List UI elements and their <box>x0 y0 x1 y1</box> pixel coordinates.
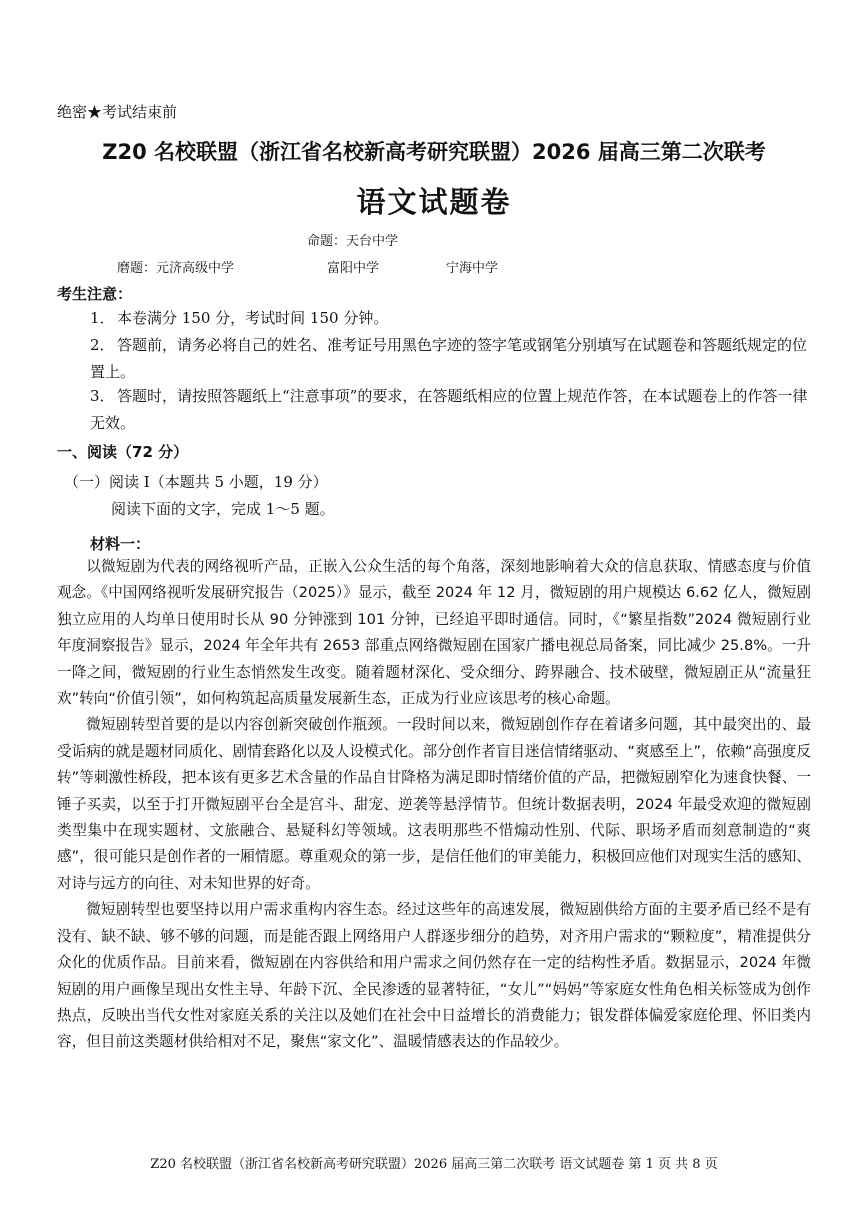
notice-number: 2． <box>90 336 115 354</box>
material-text <box>57 554 811 1056</box>
reviewer-school-2: 富阳中学 <box>327 261 380 276</box>
notice-item-3 <box>90 383 812 437</box>
notice-item-1 <box>90 305 812 332</box>
paper-title: 语文试题卷 <box>356 185 512 219</box>
setter-line: 命题：天台中学 <box>307 234 399 249</box>
reading-instruction: 阅读下面的文字，完成 1～5 题。 <box>111 500 335 518</box>
notice-text: 答题时，请按照答题纸上“注意事项”的要求，在答题纸相应的位置上规范作答，在本试题卷上的作答一律无效。 <box>90 387 808 432</box>
reviewer-school-3: 宁海中学 <box>446 261 499 276</box>
material-heading: 材料一： <box>90 535 151 553</box>
part-title: （一）阅读 I（本题共 5 小题，19 分） <box>64 473 328 491</box>
notice-number: 1． <box>90 309 115 327</box>
reviewer-line: 磨题：元济高级中学 <box>117 261 235 276</box>
notice-number: 3． <box>90 387 115 405</box>
notice-heading: 考生注意： <box>57 285 133 303</box>
page-footer: Z20 名校联盟（浙江省名校新高考研究联盟）2026 届高三第二次联考 语文试题卷 第 1 页 共 8 页 <box>150 1157 718 1172</box>
notice-text: 答题前，请务必将自己的姓名、准考证号用黑色字迹的签字笔或钢笔分别填写在试题卷和答题纸规定的位置上。 <box>90 336 808 381</box>
paragraph-3: 微短剧转型也要坚持以用户需求重构内容生态。经过这些年的高速发展，微短剧供给方面的主要矛盾已经不是有没有、缺不缺、够不够的问题，而是能否跟上网络用户人群逐步细分的趋势，对齐用户需求的“颗粒度”，精准提供分众化的优质作品。目前来看，微短剧在内容供给和用户需求之间仍然存在一定的结构性矛盾。数据显示，2024 年微短剧的用户画像呈现出女性主导、年龄下沉、全民渗透的显著特征，“女儿”“妈妈”等家庭女性角色相关标签成为创作热点，反映出当代女性对家庭关系的关注以及她们在社会中日益增长的消费能力；银发群体偏爱家庭伦理、怀旧类内容，但目前这类题材供给相对不足，聚焦“家文化”、温暖情感表达的作品较少。 <box>57 901 811 1051</box>
notice-item-2 <box>90 332 812 386</box>
section-title: 一、阅读（72 分） <box>57 443 189 461</box>
paragraph-2: 微短剧转型首要的是以内容创新突破创作瓶颈。一段时间以来，微短剧创作存在着诸多问题，其中最突出的、最受诟病的就是题材同质化、剧情套路化以及人设模式化。部分创作者盲目迷信情绪驱动、“爽感至上”，依赖“高强度反转”等刺激性桥段，把本该有更多艺术含量的作品自甘降格为满足即时情绪价值的产品，把微短剧窄化为速食快餐、一锤子买卖，以至于打开微短剧平台全是宫斗、甜宠、逆袭等悬浮情节。但统计数据表明，2024 年最受欢迎的微短剧类型集中在现实题材、文旅融合、悬疑科幻等领域。这表明那些不惜煽动性别、代际、职场矛盾而刻意制造的“爽感”，很可能只是创作者的一厢情愿。尊重观众的第一步，是信任他们的审美能力，积极回应他们对现实生活的感知、对诗与远方的向往、对未知世界的好奇。 <box>57 716 811 892</box>
exam-title: Z20 名校联盟（浙江省名校新高考研究联盟）2026 届高三第二次联考 <box>102 140 766 164</box>
notice-text: 本卷满分 150 分，考试时间 150 分钟。 <box>117 309 389 327</box>
secret-mark: 绝密★考试结束前 <box>57 103 178 121</box>
paragraph-1: 以微短剧为代表的网络视听产品，正嵌入公众生活的每个角落，深刻地影响着大众的信息获取、情感态度与价值观念。《中国网络视听发展研究报告（2025）》显示，截至 2024 年 12 月，微短剧的用户规模达 6.62 亿人，微短剧独立应用的人均单日使用时长从 90 分钟涨到 101 分钟，已经追平即时通信。同时，《“繁星指数”2024 微短剧行业年度洞察报告》显示，2024 年全年共有 2653 部重点网络微短剧在国家广播电视总局备案，同比减少 25.8%。一升一降之间，微短剧的行业生态悄然发生改变。随着题材深化、受众细分、跨界融合、技术破壁，微短剧正从“流量狂欢”转向“价值引领”，如何构筑起高质量发展新生态，正成为行业应该思考的核心命题。 <box>57 558 811 708</box>
